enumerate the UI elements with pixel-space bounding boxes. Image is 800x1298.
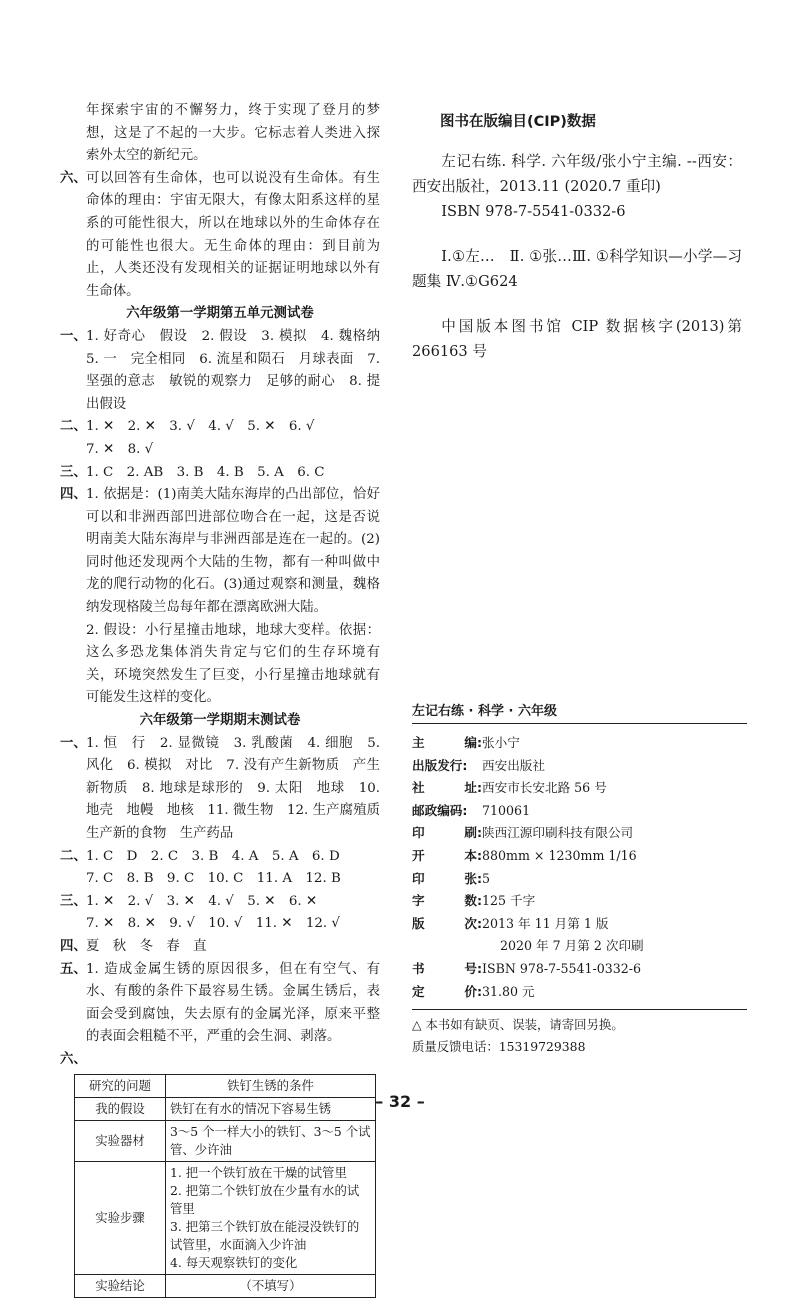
imprint-value: 陕西江源印刷科技有限公司 <box>482 825 634 841</box>
imprint-row <box>412 890 747 913</box>
imprint-value: ISBN 978-7-5541-0332-6 <box>482 960 642 976</box>
table-value-cell: 3～5 个一样大小的铁钉、3～5 个试管、少许油 <box>166 1120 376 1161</box>
imprint-label: 印 张: <box>412 870 482 886</box>
final-title: 六年级第一学期期末测试卷 <box>139 713 301 729</box>
imprint-row <box>412 777 747 800</box>
imprint-value: 2020 年 7 月第 2 次印刷 <box>500 938 644 954</box>
unit5-answer-4: 四、 1. 依据是：(1)南美大陆东海岸的凸出部位，恰好可以和非洲西部凹进部位吻合在一起，这是否说明南美大陆东海岸与非洲西部是连在一起的。(2)同时他还发现两个大陆的生物，都有一种叫做中龙的爬行动物的化石。(3)通过观察和测量，魏格纳发现格陵兰岛每年都在漂离欧洲大陆。 <box>60 487 380 616</box>
final-answer-1: 一、 1. 恒 行 2. 显微镜 3. 乳酸菌 4. 细胞 5. 风化 6. 模拟 对比 7. 没有产生新物质 产生新物质 8. 地球是球形的 9. 太阳 地球 10. 地壳 地幔 地核 11. 微生物 12. 生产腐殖质 生产新的食物 生产药品 <box>60 735 394 841</box>
unit5-answer-2: 二、 1. ✕ 2. ✕ 3. √ 4. √ 5. ✕ 6. √ 7. ✕ 8. √ <box>60 419 315 457</box>
cip-record: 左记右练. 科学. 六年级/张小宁主编. --西安：西安出版社，2013.11 (2020.7 重印) <box>412 153 742 195</box>
imprint-label: 邮政编码: <box>412 802 468 818</box>
imprint-value: 31.80 元 <box>482 983 535 999</box>
imprint-row <box>412 822 747 845</box>
imprint-row <box>412 958 747 981</box>
imprint-row <box>412 732 747 755</box>
imprint-label: 定 价: <box>412 983 482 999</box>
table-row <box>75 1274 376 1297</box>
final-answer-5: 五、 1. 造成金属生锈的原因很多，但在有空气、有水、有酸的条件下最容易生锈。金属生锈后，表面会受到腐蚀，失去原有的金属光泽，原来平整的表面会粗糙不平，严重的会生洞、剥落。 <box>60 961 380 1045</box>
step: 3. 把第三个铁钉放在能浸没铁钉的试管里，水面滴入少许油 <box>170 1218 360 1252</box>
imprint-label: 版 次: <box>412 915 482 931</box>
imprint-row <box>412 755 747 778</box>
imprint-value: 西安市长安北路 56 号 <box>482 780 607 796</box>
imprint-value: 2013 年 11 月第 1 版 <box>482 915 609 931</box>
table-key-cell: 实验结论 <box>75 1274 166 1297</box>
imprint-row <box>412 981 747 1004</box>
table-header-cell: 研究的问题 <box>75 1074 166 1097</box>
cip-title: 图书在版编目(CIP)数据 <box>440 114 596 130</box>
imprint-row <box>412 845 747 868</box>
step: 4. 每天观察铁钉的变化 <box>170 1254 298 1270</box>
imprint-row <box>412 935 747 958</box>
cip-verification: 中国版本图书馆 CIP 数据核字(2013)第 266163 号 <box>412 318 742 360</box>
final-answer-4: 四、 夏 秋 冬 春 直 <box>60 938 207 954</box>
imprint-label: 社 址: <box>412 780 482 796</box>
table-row <box>75 1161 376 1274</box>
unit5-answer-3: 三、 1. C 2. AB 3. B 4. B 5. A 6. C <box>60 464 325 480</box>
cip-isbn: ISBN 978-7-5541-0332-6 <box>441 203 626 220</box>
left-column <box>60 100 394 1298</box>
cip-classification: Ⅰ.①左… Ⅱ. ①张…Ⅲ. ①科学知识—小学—习题集 Ⅳ.①G624 <box>412 248 742 290</box>
table-key-cell: 实验步骤 <box>75 1161 166 1274</box>
imprint-value: 张小宁 <box>482 735 520 750</box>
table-key-cell: 我的假设 <box>75 1097 166 1120</box>
unit5-answer-1: 一、 1. 好奇心 假设 2. 假设 3. 模拟 4. 魏格纳 5. 一 完全相同 6. 流星和陨石 月球表面 7. 坚强的意志 敏锐的观察力 足够的耐心 8. 提出假设 <box>60 328 394 412</box>
answer-6: 六、 可以回答有生命体，也可以说没有生命体。有生命体的理由：宇宙无限大，有像太阳系这样的星系的可能性很大，所以在地球以外的生命体存在的可能性也很大。无生命体的理由：到目前为止，人类还没有发现相关的证据证明地球以外有生命体。 <box>60 170 380 299</box>
imprint-row <box>412 800 747 823</box>
imprint-value: 125 千字 <box>482 893 536 909</box>
imprint-footer <box>412 1009 747 1058</box>
imprint-value: 西安出版社 <box>482 757 545 773</box>
imprint-label: 出版发行: <box>412 757 468 773</box>
imprint-title: 左记右练 · 科学 · 六年级 <box>412 700 747 724</box>
final-answer-2: 二、 1. C D 2. C 3. B 4. A 5. A 6. D 7. C 8. B 9. C 10. C 11. A 12. B <box>60 848 341 887</box>
imprint-label <box>412 935 482 958</box>
unit5-title: 六年级第一学期第五单元测试卷 <box>126 306 314 322</box>
table-row <box>75 1120 376 1161</box>
table-header-cell: 铁钉生锈的条件 <box>166 1074 376 1097</box>
table-steps-cell <box>166 1161 376 1274</box>
intro-paragraph: 年探索宇宙的不懈努力，终于实现了登月的梦想，这是了不起的一大步。它标志着人类进入探索外太空的新纪元。 <box>86 103 380 164</box>
imprint-label: 书 号: <box>412 960 482 976</box>
table-key-cell: 实验器材 <box>75 1120 166 1161</box>
final-answer-3: 三、 1. ✕ 2. √ 3. ✕ 4. √ 5. ✕ 6. ✕ 7. ✕ 8. ✕ 9. √ 10. √ 11. ✕ 12. √ <box>60 893 340 932</box>
imprint-rows <box>412 732 747 1003</box>
table-value-cell: （不填写） <box>166 1274 376 1297</box>
imprint-label: 开 本: <box>412 847 482 863</box>
imprint-value: 880mm × 1230mm 1/16 <box>482 847 637 863</box>
imprint-block <box>412 700 747 1058</box>
table-value-cell: 铁钉在有水的情况下容易生锈 <box>166 1097 376 1120</box>
step: 1. 把一个铁钉放在干燥的试管里 <box>170 1164 347 1180</box>
final-answer-6: 六、 <box>60 1051 87 1067</box>
page-number: – 32 – <box>375 1092 425 1111</box>
imprint-feedback: 质量反馈电话：15319729388 <box>412 1039 586 1055</box>
unit5-answer-4-part2: 2. 假设：小行星撞击地球，地球大变样。依据：这么多恐龙集体消失肯定与它们的生存环境有关，环境突然发生了巨变，小行星撞击地球就有可能发生这样的变化。 <box>86 622 380 706</box>
imprint-value: 710061 <box>482 802 531 818</box>
cip-block <box>412 100 742 364</box>
imprint-row <box>412 913 747 936</box>
imprint-label: 印 刷: <box>412 825 482 841</box>
imprint-label: 主 编: <box>412 735 482 750</box>
imprint-notice: △ 本书如有缺页、误装，请寄回另换。 <box>412 1017 624 1033</box>
imprint-row <box>412 868 747 891</box>
step: 2. 把第二个铁钉放在少量有水的试管里 <box>170 1182 360 1216</box>
imprint-label: 字 数: <box>412 893 482 909</box>
imprint-value: 5 <box>482 870 491 886</box>
